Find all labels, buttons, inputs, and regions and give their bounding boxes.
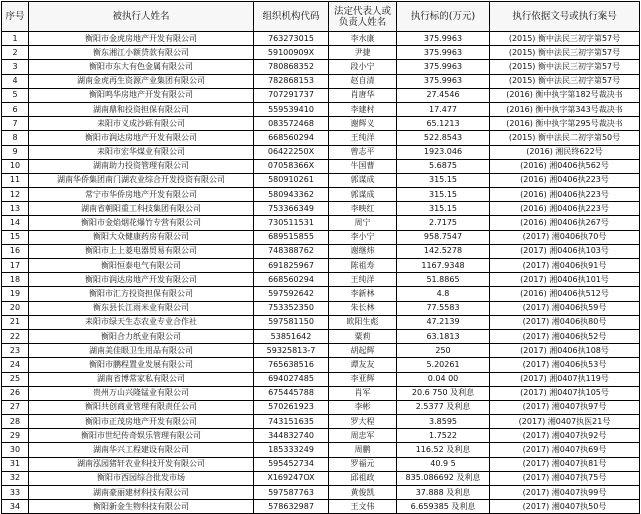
case-number: (2017) 湘0407执69号 xyxy=(490,443,640,457)
org-code: 707291737 xyxy=(254,88,329,102)
amount: 958.7547 xyxy=(397,230,490,244)
org-code: 753352350 xyxy=(254,301,329,315)
case-number: (2017) 湘0407执97号 xyxy=(490,400,640,414)
org-code: 668560294 xyxy=(254,131,329,145)
debtor-name: 衡阳共创商业管理有限责任公司 xyxy=(29,400,254,414)
org-code: 694027485 xyxy=(254,372,329,386)
org-code: 763273015 xyxy=(254,32,329,46)
legal-rep: 肖军 xyxy=(329,386,397,400)
amount: 63.1813 xyxy=(397,329,490,343)
row-index: 14 xyxy=(2,216,29,230)
debtor-name: 贵州万山兴隆锰业有限公司 xyxy=(29,386,254,400)
table-row xyxy=(2,486,640,500)
org-code: 753366349 xyxy=(254,202,329,216)
legal-rep: 邱祖政 xyxy=(329,471,397,485)
amount: 375.9963 xyxy=(397,74,490,88)
case-number: (2015) 衡中法民三初字第57号 xyxy=(490,32,640,46)
legal-rep: 周鹏 xyxy=(329,443,397,457)
debtor-name: 湖南泓园猪轩农业科技开发有限公司 xyxy=(29,457,254,471)
amount: 315.15 xyxy=(397,173,490,187)
case-number: (2017) 湘0407执99号 xyxy=(490,486,640,500)
legal-rep: 肖唐华 xyxy=(329,88,397,102)
org-code: X169247OX xyxy=(254,471,329,485)
table-row xyxy=(2,131,640,145)
legal-rep: 胡起辉 xyxy=(329,344,397,358)
org-code: 595452734 xyxy=(254,457,329,471)
debtor-name: 衡阳新金生物科技有限公司 xyxy=(29,500,254,514)
table-row xyxy=(2,117,640,131)
org-code: 743151635 xyxy=(254,415,329,429)
table-row xyxy=(2,471,640,485)
legal-rep: 王纯洋 xyxy=(329,273,397,287)
table-row xyxy=(2,244,640,258)
amount: 65.1213 xyxy=(397,117,490,131)
debtor-name: 衡阳市西园综合批发市场 xyxy=(29,471,254,485)
header-org-code: 组织机构代码 xyxy=(254,2,329,32)
debtor-name: 耒阳市宏华煤业有限公司 xyxy=(29,145,254,159)
amount: 375.9963 xyxy=(397,60,490,74)
case-number: (2015) 衡中法民三初字第57号 xyxy=(490,74,640,88)
debtor-name: 衡东湘江小额贷款有限公司 xyxy=(29,46,254,60)
amount: 17.477 xyxy=(397,102,490,116)
case-number: (2016) 衡中执字第182号裁决书 xyxy=(490,88,640,102)
org-code: 675445788 xyxy=(254,386,329,400)
row-index: 33 xyxy=(2,486,29,500)
legal-rep: 李水康 xyxy=(329,32,397,46)
case-number: (2016) 衡中执字第343号裁决书 xyxy=(490,102,640,116)
org-code: 730511531 xyxy=(254,216,329,230)
org-code: 597592642 xyxy=(254,287,329,301)
table-row xyxy=(2,457,640,471)
row-index: 11 xyxy=(2,173,29,187)
row-index: 2 xyxy=(2,46,29,60)
header-amount: 执行标的(万元) xyxy=(397,2,490,32)
org-code: 668560294 xyxy=(254,273,329,287)
org-code: 580910261 xyxy=(254,173,329,187)
legal-rep: 尹捷 xyxy=(329,46,397,60)
row-index: 5 xyxy=(2,88,29,102)
case-number: (2017) 湘0406执108号 xyxy=(490,344,640,358)
case-number: (2015) 衡中法民二初字第50号 xyxy=(490,131,640,145)
amount: 375.9963 xyxy=(397,46,490,60)
debtor-name: 衡阳市正茂房地产开发有限公司 xyxy=(29,415,254,429)
row-index: 16 xyxy=(2,244,29,258)
debtor-name: 湖南华兴工程建设有限公司 xyxy=(29,443,254,457)
case-number: (2017) 湘0407执119号 xyxy=(490,372,640,386)
legal-rep: 粟莉 xyxy=(329,329,397,343)
org-code: 780868352 xyxy=(254,60,329,74)
amount: 2.7175 xyxy=(397,216,490,230)
case-number: (2017) 湘0406执80号 xyxy=(490,315,640,329)
debtor-name: 衡阳市润达房地产开发有限公司 xyxy=(29,273,254,287)
row-index: 32 xyxy=(2,471,29,485)
debtor-name: 湖南省博常家私有限公司 xyxy=(29,372,254,386)
debtor-name: 衡东县长江雨米业有限公司 xyxy=(29,301,254,315)
row-index: 24 xyxy=(2,358,29,372)
debtor-name: 衡阳大众健康药房有限公司 xyxy=(29,230,254,244)
debtor-name: 湖南华侨集团南门湖农业综合开发投资有限公司 xyxy=(29,173,254,187)
org-code: 59325813-7 xyxy=(254,344,329,358)
header-case-number: 执行依据文号或执行案号 xyxy=(490,2,640,32)
table-row xyxy=(2,500,640,514)
table-row xyxy=(2,287,640,301)
table-row xyxy=(2,329,640,343)
case-number: (2016) 湘0406执267号 xyxy=(490,216,640,230)
legal-rep: 谢继炜 xyxy=(329,244,397,258)
amount: 142.5278 xyxy=(397,244,490,258)
table-row xyxy=(2,145,640,159)
table-row xyxy=(2,443,640,457)
table-row xyxy=(2,88,640,102)
legal-rep: 李映红 xyxy=(329,202,397,216)
debtor-name: 湖南豪丽建材科技有限公司 xyxy=(29,486,254,500)
amount: 315.15 xyxy=(397,188,490,202)
legal-rep: 欧阳生彪 xyxy=(329,315,397,329)
amount: 4.8 xyxy=(397,287,490,301)
row-index: 8 xyxy=(2,131,29,145)
row-index: 13 xyxy=(2,202,29,216)
table-row xyxy=(2,415,640,429)
amount: 5.6875 xyxy=(397,159,490,173)
legal-rep: 李新林 xyxy=(329,287,397,301)
row-index: 1 xyxy=(2,32,29,46)
debtor-name: 湖南省朝阳重工科技集团有限公司 xyxy=(29,202,254,216)
legal-rep: 罗大程 xyxy=(329,415,397,429)
table-row xyxy=(2,74,640,88)
org-code: 782868153 xyxy=(254,74,329,88)
header-index: 序号 xyxy=(2,2,29,32)
case-number: (2017) 湘0407执50号 xyxy=(490,500,640,514)
case-number: (2015) 衡中法民三初字第57号 xyxy=(490,46,640,60)
row-index: 10 xyxy=(2,159,29,173)
debtor-name: 湖南鼎和投资担保有限公司 xyxy=(29,102,254,116)
case-number: (2016) 衡中执字第295号裁决书 xyxy=(490,117,640,131)
table-row xyxy=(2,32,640,46)
case-number: (2016) 湘民终622号 xyxy=(490,145,640,159)
amount: 1.7522 xyxy=(397,429,490,443)
amount: 3.8595 xyxy=(397,415,490,429)
amount: 315.15 xyxy=(397,202,490,216)
legal-rep: 罗福元 xyxy=(329,457,397,471)
table-row xyxy=(2,202,640,216)
case-number: (2017) 湘0406执52号 xyxy=(490,329,640,343)
amount: 20.6 750 及利息 xyxy=(397,386,490,400)
table-row xyxy=(2,173,640,187)
case-number: (2017) 湘0406执53号 xyxy=(490,358,640,372)
case-number: (2017) 湘0406执59号 xyxy=(490,301,640,315)
case-number: (2016) 湘0406执512号 xyxy=(490,287,640,301)
legal-rep: 王纯洋 xyxy=(329,131,397,145)
row-index: 29 xyxy=(2,429,29,443)
case-number: (2016) 湘0406执223号 xyxy=(490,188,640,202)
row-index: 25 xyxy=(2,372,29,386)
table-row xyxy=(2,46,640,60)
row-index: 26 xyxy=(2,386,29,400)
debtor-name: 衡阳市金虎房地产开发有限公司 xyxy=(29,32,254,46)
table-row xyxy=(2,386,640,400)
table-row xyxy=(2,429,640,443)
legal-rep: 郭谋成 xyxy=(329,173,397,187)
debtor-name: 衡阳市金焰烟花爆竹专营有限公司 xyxy=(29,216,254,230)
legal-rep: 牛国曹 xyxy=(329,159,397,173)
row-index: 31 xyxy=(2,457,29,471)
row-index: 17 xyxy=(2,259,29,273)
row-index: 6 xyxy=(2,102,29,116)
row-index: 28 xyxy=(2,415,29,429)
amount: 37.888 及利息 xyxy=(397,486,490,500)
amount: 0.04 00 xyxy=(397,372,490,386)
legal-rep: 李小宁 xyxy=(329,230,397,244)
legal-rep: 朱长林 xyxy=(329,301,397,315)
debtor-name: 衡阳市润达房地产开发有限公司 xyxy=(29,131,254,145)
debtor-name: 衡阳市上上菱电器贸易有限公司 xyxy=(29,244,254,258)
header-legal-rep: 法定代表人或负责人姓名 xyxy=(329,2,397,32)
row-index: 30 xyxy=(2,443,29,457)
header-row xyxy=(2,2,640,32)
table-row xyxy=(2,301,640,315)
amount: 1923.046 xyxy=(397,145,490,159)
row-index: 21 xyxy=(2,315,29,329)
legal-rep: 李亚辉 xyxy=(329,372,397,386)
org-code: 580943362 xyxy=(254,188,329,202)
legal-rep: 谢辉义 xyxy=(329,117,397,131)
org-code: 597581150 xyxy=(254,315,329,329)
table-row xyxy=(2,372,640,386)
legal-rep: 郭谋成 xyxy=(329,188,397,202)
enforcement-table xyxy=(1,1,640,514)
debtor-name: 常宁市华侨房地产开发有限公司 xyxy=(29,188,254,202)
org-code: 559539410 xyxy=(254,102,329,116)
amount: 77.5583 xyxy=(397,301,490,315)
case-number: (2017) 湘0406执101号 xyxy=(490,273,640,287)
table-row xyxy=(2,315,640,329)
legal-rep: 王文伟 xyxy=(329,500,397,514)
table-row xyxy=(2,358,640,372)
case-number: (2017) 湘0407执92号 xyxy=(490,429,640,443)
org-code: 691825967 xyxy=(254,259,329,273)
debtor-name: 湖南助力投资管理有限公司 xyxy=(29,159,254,173)
row-index: 9 xyxy=(2,145,29,159)
org-code: 765638516 xyxy=(254,358,329,372)
row-index: 23 xyxy=(2,344,29,358)
debtor-name: 衡阳市东大有色金属有限公司 xyxy=(29,60,254,74)
row-index: 4 xyxy=(2,74,29,88)
legal-rep: 陈祖寿 xyxy=(329,259,397,273)
case-number: (2017) 湘0407执75号 xyxy=(490,471,640,485)
amount: 27.4546 xyxy=(397,88,490,102)
amount: 1167.9348 xyxy=(397,259,490,273)
amount: 40.9 5 xyxy=(397,457,490,471)
case-number: (2017) 湘0407执医21号 xyxy=(490,415,640,429)
org-code: 185333249 xyxy=(254,443,329,457)
table-row xyxy=(2,102,640,116)
org-code: 07058366X xyxy=(254,159,329,173)
row-index: 27 xyxy=(2,400,29,414)
legal-rep: 曾志平 xyxy=(329,145,397,159)
org-code: 570261923 xyxy=(254,400,329,414)
table-row xyxy=(2,159,640,173)
legal-rep: 李建村 xyxy=(329,102,397,116)
debtor-name: 衡阳市鹏程置业发展有限公司 xyxy=(29,358,254,372)
row-index: 18 xyxy=(2,273,29,287)
row-index: 12 xyxy=(2,188,29,202)
amount: 522.8543 xyxy=(397,131,490,145)
table-row xyxy=(2,273,640,287)
org-code: 748388762 xyxy=(254,244,329,258)
case-number: (2016) 湘0406执562号 xyxy=(490,159,640,173)
row-index: 19 xyxy=(2,287,29,301)
case-number: (2017) 湘0406执91号 xyxy=(490,259,640,273)
table-row xyxy=(2,230,640,244)
row-index: 22 xyxy=(2,329,29,343)
amount: 47.2139 xyxy=(397,315,490,329)
row-index: 15 xyxy=(2,230,29,244)
table-row xyxy=(2,259,640,273)
org-code: 53851642 xyxy=(254,329,329,343)
org-code: 59100909X xyxy=(254,46,329,60)
debtor-name: 湖南金虎再生资源产业集团有限公司 xyxy=(29,74,254,88)
table-row xyxy=(2,400,640,414)
org-code: 344832740 xyxy=(254,429,329,443)
row-index: 3 xyxy=(2,60,29,74)
debtor-name: 衡阳市汇方投资担保有限公司 xyxy=(29,287,254,301)
amount: 835.086692 及利息 xyxy=(397,471,490,485)
legal-rep: 赵自清 xyxy=(329,74,397,88)
amount: 6.659385 及利息 xyxy=(397,500,490,514)
table-row xyxy=(2,344,640,358)
debtor-name: 衡阳市世纪传奇娱乐管理有限公司 xyxy=(29,429,254,443)
legal-rep: 周忠军 xyxy=(329,429,397,443)
case-number: (2017) 湘0407执105号 xyxy=(490,386,640,400)
amount: 250 xyxy=(397,344,490,358)
org-code: 083572468 xyxy=(254,117,329,131)
org-code: 689515855 xyxy=(254,230,329,244)
legal-rep: 黄俊凯 xyxy=(329,486,397,500)
debtor-name: 湖南美佳眼卫生用品有限公司 xyxy=(29,344,254,358)
table-row xyxy=(2,216,640,230)
table-row xyxy=(2,60,640,74)
debtor-name: 衡阳恒泰电气有限公司 xyxy=(29,259,254,273)
amount: 116.52 及利息 xyxy=(397,443,490,457)
case-number: (2016) 湘0406执223号 xyxy=(490,202,640,216)
case-number: (2017) 湘0406执70号 xyxy=(490,230,640,244)
case-number: (2015) 衡中法民三初字第57号 xyxy=(490,60,640,74)
case-number: (2016) 湘0406执223号 xyxy=(490,173,640,187)
case-number: (2017) 湘0407执81号 xyxy=(490,457,640,471)
amount: 51.8865 xyxy=(397,273,490,287)
legal-rep: 李彬 xyxy=(329,400,397,414)
org-code: 06422250X xyxy=(254,145,329,159)
header-name: 被执行人姓名 xyxy=(29,2,254,32)
case-number: (2017) 湘0406执103号 xyxy=(490,244,640,258)
row-index: 20 xyxy=(2,301,29,315)
amount: 5.20261 xyxy=(397,358,490,372)
row-index: 7 xyxy=(2,117,29,131)
debtor-name: 衡阳合力纸业有限公司 xyxy=(29,329,254,343)
debtor-name: 耒阳市绿天生态农业专业合作社 xyxy=(29,315,254,329)
table-row xyxy=(2,188,640,202)
legal-rep: 段小宁 xyxy=(329,60,397,74)
amount: 375.9963 xyxy=(397,32,490,46)
legal-rep: 谭友友 xyxy=(329,358,397,372)
org-code: 597587763 xyxy=(254,486,329,500)
org-code: 578632987 xyxy=(254,500,329,514)
table-body xyxy=(2,32,640,514)
amount: 2.5377 及利息 xyxy=(397,400,490,414)
debtor-name: 耒阳市义成沙砾有限公司 xyxy=(29,117,254,131)
legal-rep: 周宁 xyxy=(329,216,397,230)
debtor-name: 衡阳鸣华房地产开发有限公司 xyxy=(29,88,254,102)
row-index: 34 xyxy=(2,500,29,514)
